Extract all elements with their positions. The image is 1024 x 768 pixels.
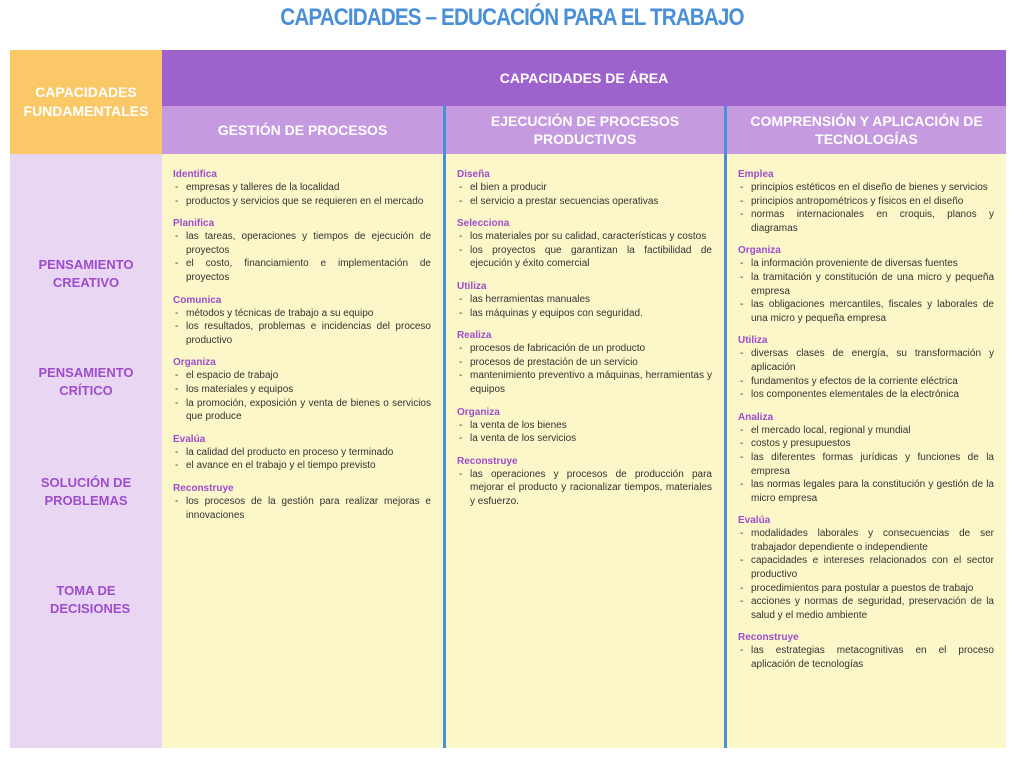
capacity-item: - el servicio a prestar secuencias operativas: [457, 195, 712, 209]
capacity-verb: Planifica: [173, 218, 215, 230]
capacity-item: - las tareas, operaciones y tiempos de ejecución de proyectos: [173, 230, 431, 257]
capacity-list: [457, 230, 712, 271]
capacity-verb: Identifica: [173, 169, 217, 180]
capacity-verb: Utiliza: [457, 280, 487, 292]
capacity-verb: Selecciona: [457, 218, 510, 230]
capacity-list: [457, 293, 712, 320]
capacity-item: - capacidades e intereses relacionados con el sector productivo: [738, 554, 994, 581]
capacity-item: - las máquinas y equipos con seguridad.: [457, 307, 712, 321]
column-header-ejecucion: [446, 106, 724, 154]
capacity-list: [173, 307, 431, 348]
capacity-item: - el mercado local, regional y mundial: [738, 424, 994, 438]
capacity-verb: Evalúa: [738, 515, 771, 527]
capacity-item: - los procesos de la gestión para realizar mejoras e innovaciones: [173, 495, 431, 522]
capacity-group: [457, 455, 712, 509]
fundamental-solucion-problemas: SOLUCIÓN DE PROBLEMAS: [40, 475, 132, 508]
capacity-list: [173, 181, 431, 208]
capacity-group: [457, 329, 712, 396]
capacity-verb: Organiza: [738, 245, 781, 257]
capacity-group: [173, 217, 431, 284]
capacity-group: [738, 514, 994, 622]
capacity-item: - los componentes elementales de la electrónica: [738, 388, 994, 402]
capacity-group: [173, 168, 431, 208]
capacity-list: [457, 419, 712, 446]
capacidades-table: [10, 50, 1006, 748]
capacity-item: - las estrategias metacognitivas en el proceso aplicación de tecnologías: [738, 644, 994, 671]
capacity-group: [738, 244, 994, 325]
capacity-group: [457, 406, 712, 446]
area-header: [162, 50, 1006, 106]
capacity-item: - modalidades laborales y consecuencias de ser trabajador dependiente o independiente: [738, 527, 994, 554]
capacity-list: [173, 495, 431, 522]
capacity-verb: Utiliza: [738, 335, 768, 347]
capacity-item: - productos y servicios que se requieren en el mercado: [173, 195, 431, 209]
column-divider: [443, 106, 446, 748]
capacity-verb: Analiza: [738, 411, 774, 423]
capacity-list: [457, 342, 712, 396]
capacity-group: [738, 334, 994, 401]
capacity-item: - los materiales y equipos: [173, 383, 431, 397]
capacity-item: - las obligaciones mercantiles, fiscales y laborales de una micro y pequeña empresa: [738, 298, 994, 325]
fundamentales-column: [10, 154, 162, 748]
capacity-item: - los materiales por su calidad, características y costos: [457, 230, 712, 244]
fundamentales-header: [10, 50, 162, 154]
capacity-list: [738, 424, 994, 506]
column-header-comprension: [727, 106, 1006, 154]
capacity-group: [738, 411, 994, 506]
capacity-item: - la promoción, exposición y venta de bienes o servicios que produce: [173, 397, 431, 424]
capacity-item: - normas internacionales en croquis, planos y diagramas: [738, 208, 994, 235]
capacity-verb: Comunica: [173, 294, 222, 306]
column-header-gestion: [162, 106, 443, 154]
area-header-label: CAPACIDADES DE ÁREA: [499, 70, 669, 86]
fundamental-pensamiento-critico: PENSAMIENTO CRÍTICO: [38, 365, 134, 398]
capacity-group: [173, 482, 431, 522]
capacity-item: - costos y presupuestos: [738, 437, 994, 451]
capacity-item: - procedimientos para postular a puestos de trabajo: [738, 582, 994, 596]
capacity-list: [738, 181, 994, 235]
capacity-verb: Diseña: [457, 169, 490, 180]
capacity-item: - principios antropométricos y físicos en el diseño: [738, 195, 994, 209]
capacity-group: [738, 631, 994, 671]
capacity-item: - las operaciones y procesos de producción para mejorar el producto y racionalizar tiempos, materiales y esfuerzo.: [457, 468, 712, 509]
column-body-ejecucion: [446, 154, 724, 748]
page-title: CAPACIDADES – EDUCACIÓN PARA EL TRABAJO: [280, 4, 744, 31]
capacity-group: [173, 294, 431, 348]
capacity-list: [738, 347, 994, 401]
capacity-list: [173, 369, 431, 423]
capacity-verb: Organiza: [457, 406, 500, 418]
capacity-item: - acciones y normas de seguridad, preservación de la salud y el medio ambiente: [738, 595, 994, 622]
fundamentales-header-label: CAPACIDADES FUNDAMENTALES: [23, 84, 149, 119]
capacity-item: - mantenimiento preventivo a máquinas, herramientas y equipos: [457, 369, 712, 396]
capacity-item: - la calidad del producto en proceso y terminado: [173, 446, 431, 460]
capacity-verb: Organiza: [173, 357, 216, 369]
capacity-item: - procesos de prestación de un servicio: [457, 356, 712, 370]
capacity-list: [457, 181, 712, 208]
capacity-item: - las diferentes formas jurídicas y funciones de la empresa: [738, 451, 994, 478]
column-divider: [724, 106, 727, 748]
capacity-verb: Evalúa: [173, 433, 206, 445]
capacity-item: - el costo, financiamiento e implementación de proyectos: [173, 257, 431, 284]
capacity-list: [738, 644, 994, 671]
capacity-group: [457, 168, 712, 208]
capacity-item: - la venta de los servicios: [457, 432, 712, 446]
capacity-group: [457, 217, 712, 271]
capacity-list: [738, 527, 994, 622]
capacity-verb: Reconstruye: [738, 632, 799, 644]
capacity-list: [173, 446, 431, 473]
capacity-verb: Reconstruye: [173, 482, 234, 494]
capacity-list: [173, 230, 431, 284]
capacity-item: - el espacio de trabajo: [173, 369, 431, 383]
capacity-item: - fundamentos y efectos de la corriente eléctrica: [738, 375, 994, 389]
capacity-item: - la venta de los bienes: [457, 419, 712, 433]
capacity-item: - los proyectos que garantizan la factibilidad de ejecución y éxito comercial: [457, 244, 712, 271]
capacity-item: - diversas clases de energía, su transformación y aplicación: [738, 347, 994, 374]
capacity-item: - el bien a producir: [457, 181, 712, 195]
capacity-verb: Emplea: [738, 169, 774, 180]
capacity-item: - las normas legales para la constitución y gestión de la micro empresa: [738, 478, 994, 505]
capacity-item: - métodos y técnicas de trabajo a su equipo: [173, 307, 431, 321]
column-body-gestion: [162, 154, 443, 748]
capacity-verb: Realiza: [457, 330, 492, 342]
capacity-item: - el avance en el trabajo y el tiempo previsto: [173, 459, 431, 473]
capacity-list: [457, 468, 712, 509]
capacity-group: [738, 168, 994, 235]
capacity-item: - las herramientas manuales: [457, 293, 712, 307]
capacity-verb: Reconstruye: [457, 455, 518, 467]
capacity-item: - la información proveniente de diversas fuentes: [738, 257, 994, 271]
capacity-item: - los resultados, problemas e incidencias del proceso productivo: [173, 320, 431, 347]
capacity-group: [457, 280, 712, 320]
capacity-list: [738, 257, 994, 325]
capacity-item: - la tramitación y constitución de una micro y pequeña empresa: [738, 271, 994, 298]
column-header-label: COMPRENSIÓN Y APLICACIÓN DE TECNOLOGÍAS: [750, 113, 983, 147]
capacity-item: - procesos de fabricación de un producto: [457, 342, 712, 356]
column-header-label: EJECUCIÓN DE PROCESOS PRODUCTIVOS: [490, 113, 680, 147]
capacity-item: - principios estéticos en el diseño de bienes y servicios: [738, 181, 994, 195]
column-body-comprension: [727, 154, 1006, 748]
capacity-item: - empresas y talleres de la localidad: [173, 181, 431, 195]
capacity-group: [173, 433, 431, 473]
fundamental-toma-decisiones: TOMA DE DECISIONES: [50, 583, 131, 616]
fundamental-pensamiento-creativo: PENSAMIENTO CREATIVO: [38, 257, 134, 290]
column-header-label: GESTIÓN DE PROCESOS: [217, 122, 388, 138]
capacity-group: [173, 356, 431, 423]
